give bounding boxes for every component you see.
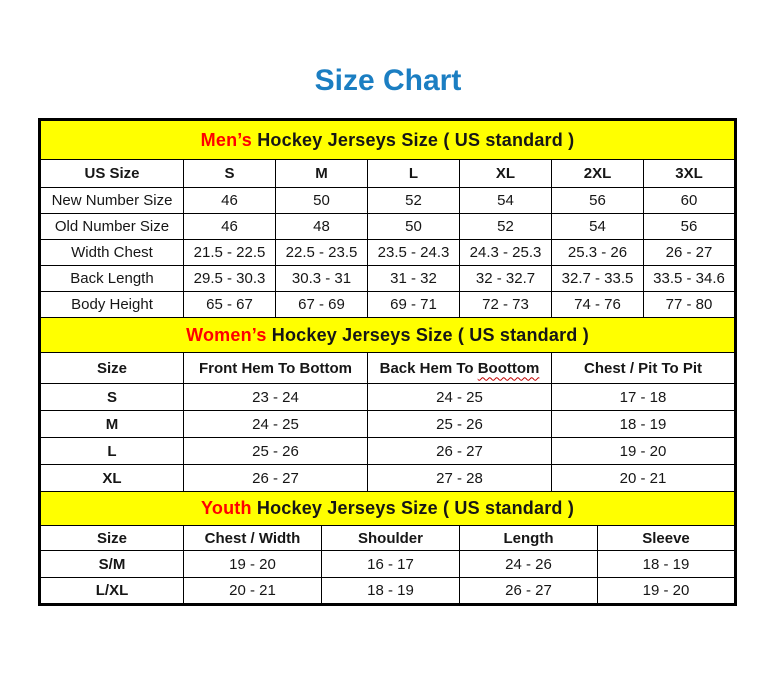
section-band-row xyxy=(40,120,736,160)
table-row xyxy=(40,292,736,318)
table-row xyxy=(40,438,736,465)
row-label: Width Chest xyxy=(40,240,184,266)
size-value: 25 - 26 xyxy=(184,438,368,465)
col-header: XL xyxy=(460,160,552,188)
size-value: 19 - 20 xyxy=(184,551,322,578)
size-value: 18 - 19 xyxy=(598,551,736,578)
section-title-womens xyxy=(40,318,736,353)
size-chart-table xyxy=(38,118,737,606)
size-value: 32 - 32.7 xyxy=(460,266,552,292)
size-value: 30.3 - 31 xyxy=(276,266,368,292)
row-label: Old Number Size xyxy=(40,214,184,240)
size-value: 18 - 19 xyxy=(322,578,460,605)
row-label: L xyxy=(40,438,184,465)
section-title-mens xyxy=(40,120,736,160)
size-value: 24 - 25 xyxy=(184,411,368,438)
col-header: Chest / Width xyxy=(184,526,322,551)
col-header: Shoulder xyxy=(322,526,460,551)
misspelled-word: Boottom xyxy=(477,359,540,377)
size-value: 25.3 - 26 xyxy=(552,240,644,266)
size-value: 24 - 26 xyxy=(460,551,598,578)
col-header: 3XL xyxy=(644,160,736,188)
row-label: S/M xyxy=(40,551,184,578)
table-row xyxy=(40,188,736,214)
size-value: 54 xyxy=(460,188,552,214)
col-header: Size xyxy=(40,526,184,551)
table-row xyxy=(40,240,736,266)
col-header: Length xyxy=(460,526,598,551)
row-label: L/XL xyxy=(40,578,184,605)
col-header xyxy=(368,353,552,384)
col-header: L xyxy=(368,160,460,188)
section-band-row xyxy=(40,492,736,526)
section-title-rest: Hockey Jerseys Size ( US standard ) xyxy=(252,129,575,150)
section-band-row xyxy=(40,318,736,353)
size-value: 46 xyxy=(184,188,276,214)
size-value: 65 - 67 xyxy=(184,292,276,318)
size-value: 18 - 19 xyxy=(552,411,736,438)
size-value: 17 - 18 xyxy=(552,384,736,411)
size-value: 50 xyxy=(276,188,368,214)
column-header-row xyxy=(40,353,736,384)
size-value: 52 xyxy=(460,214,552,240)
row-label: S xyxy=(40,384,184,411)
size-value: 32.7 - 33.5 xyxy=(552,266,644,292)
size-value: 16 - 17 xyxy=(322,551,460,578)
col-header: M xyxy=(276,160,368,188)
col-header: Chest / Pit To Pit xyxy=(552,353,736,384)
section-title-rest: Hockey Jerseys Size ( US standard ) xyxy=(251,498,575,518)
size-value: 52 xyxy=(368,188,460,214)
size-value: 21.5 - 22.5 xyxy=(184,240,276,266)
column-header-row xyxy=(40,160,736,188)
table-row xyxy=(40,214,736,240)
page-title: Size Chart xyxy=(314,64,462,97)
size-value: 56 xyxy=(644,214,736,240)
size-value: 20 - 21 xyxy=(552,465,736,492)
col-header-text: Back Hem To xyxy=(379,359,478,377)
size-value: 54 xyxy=(552,214,644,240)
size-value: 19 - 20 xyxy=(552,438,736,465)
size-value: 67 - 69 xyxy=(276,292,368,318)
size-value: 26 - 27 xyxy=(184,465,368,492)
size-value: 33.5 - 34.6 xyxy=(644,266,736,292)
col-header: 2XL xyxy=(552,160,644,188)
size-value: 74 - 76 xyxy=(552,292,644,318)
row-label: Body Height xyxy=(40,292,184,318)
table-row xyxy=(40,384,736,411)
size-value: 26 - 27 xyxy=(460,578,598,605)
table-row xyxy=(40,551,736,578)
size-value: 46 xyxy=(184,214,276,240)
row-label: XL xyxy=(40,465,184,492)
col-header: S xyxy=(184,160,276,188)
size-value: 48 xyxy=(276,214,368,240)
size-value: 23 - 24 xyxy=(184,384,368,411)
size-value: 24.3 - 25.3 xyxy=(460,240,552,266)
size-value: 26 - 27 xyxy=(368,438,552,465)
size-value: 69 - 71 xyxy=(368,292,460,318)
size-value: 24 - 25 xyxy=(368,384,552,411)
size-value: 77 - 80 xyxy=(644,292,736,318)
col-header: Size xyxy=(40,353,184,384)
section-title-highlight: Youth xyxy=(201,498,252,518)
table-row xyxy=(40,411,736,438)
row-label: New Number Size xyxy=(40,188,184,214)
size-value: 72 - 73 xyxy=(460,292,552,318)
section-title-youth xyxy=(40,492,736,526)
size-value: 27 - 28 xyxy=(368,465,552,492)
size-value: 25 - 26 xyxy=(368,411,552,438)
table-row xyxy=(40,465,736,492)
size-value: 20 - 21 xyxy=(184,578,322,605)
row-label: Back Length xyxy=(40,266,184,292)
chart-body xyxy=(40,120,736,605)
col-header: Front Hem To Bottom xyxy=(184,353,368,384)
table-row xyxy=(40,578,736,605)
table-row xyxy=(40,266,736,292)
size-value: 22.5 - 23.5 xyxy=(276,240,368,266)
size-value: 26 - 27 xyxy=(644,240,736,266)
size-value: 19 - 20 xyxy=(598,578,736,605)
section-title-highlight: Women’s xyxy=(186,324,267,345)
size-value: 50 xyxy=(368,214,460,240)
section-title-highlight: Men’s xyxy=(200,129,253,150)
column-header-row xyxy=(40,526,736,551)
section-title-rest: Hockey Jerseys Size ( US standard ) xyxy=(266,324,589,345)
size-value: 23.5 - 24.3 xyxy=(368,240,460,266)
size-value: 56 xyxy=(552,188,644,214)
col-header: US Size xyxy=(40,160,184,188)
size-value: 60 xyxy=(644,188,736,214)
size-value: 31 - 32 xyxy=(368,266,460,292)
row-label: M xyxy=(40,411,184,438)
col-header: Sleeve xyxy=(598,526,736,551)
size-value: 29.5 - 30.3 xyxy=(184,266,276,292)
